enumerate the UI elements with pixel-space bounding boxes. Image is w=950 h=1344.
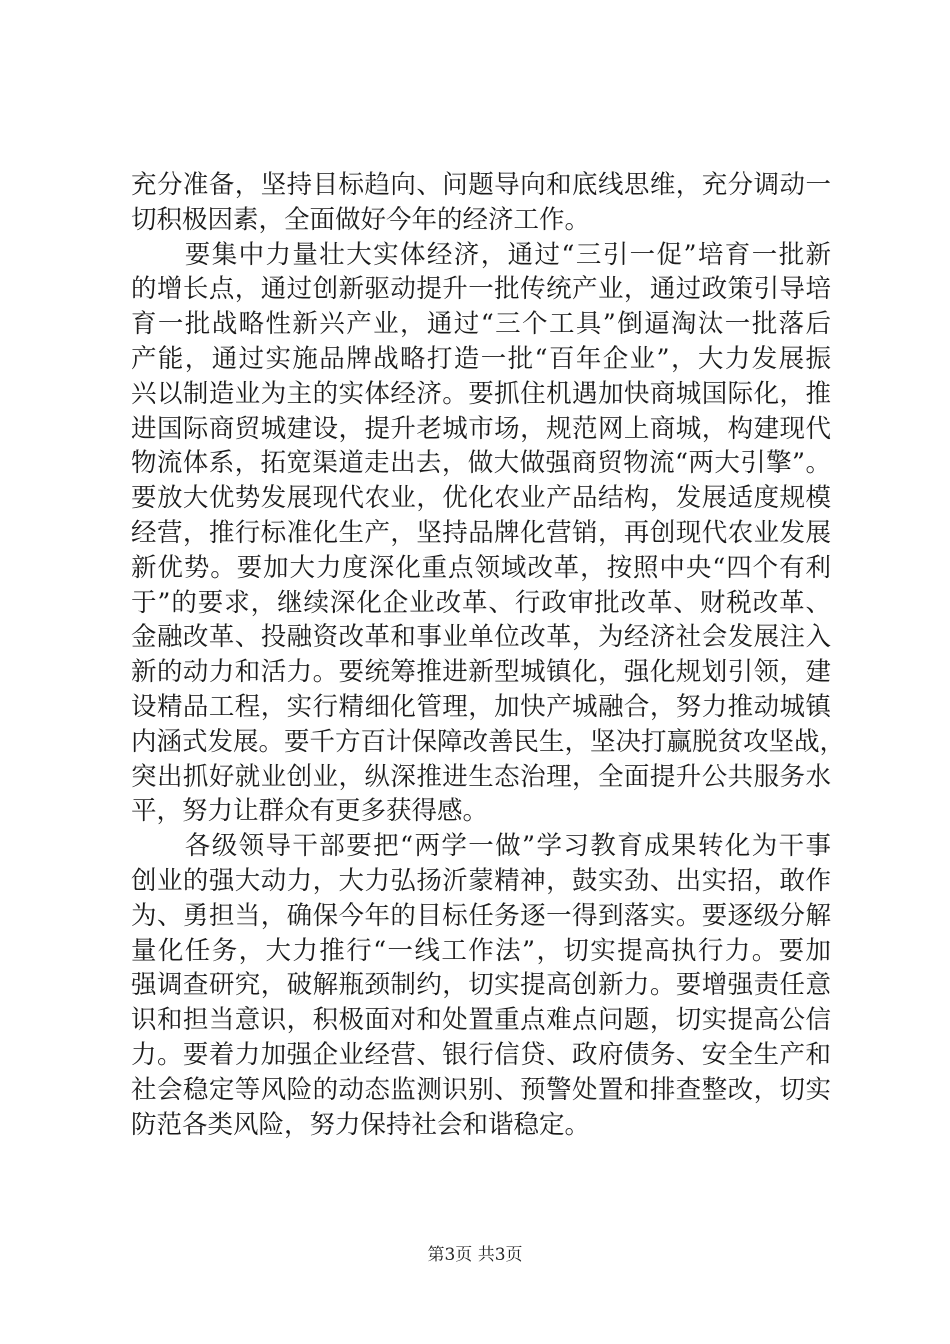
text-line: 充分准备，坚持目标趋向、问题导向和底线思维，充分调动一 bbox=[131, 170, 831, 200]
text-line: 为、勇担当，确保今年的目标任务逐一得到落实。要逐级分解 bbox=[131, 900, 831, 931]
text-line: 力。要着力加强企业经营、银行信贷、政府债务、安全生产和 bbox=[131, 1039, 831, 1070]
text-line: 平，努力让群众有更多获得感。 bbox=[131, 796, 489, 827]
text-line: 产能，通过实施品牌战略打造一批“百年企业”，大力发展振 bbox=[131, 343, 831, 374]
text-line: 进国际商贸城建设，提升老城市场，规范网上商城，构建现代 bbox=[131, 413, 831, 444]
text-line: 各级领导干部要把“两学一做”学习教育成果转化为干事 bbox=[131, 831, 831, 862]
text-line: 社会稳定等风险的动态监测识别、预警处置和排查整改，切实 bbox=[131, 1074, 831, 1105]
text-line: 金融改革、投融资改革和事业单位改革，为经济社会发展注入 bbox=[131, 622, 831, 653]
body-text bbox=[131, 168, 846, 1142]
text-line: 兴以制造业为主的实体经济。要抓住机遇加快商城国际化，推 bbox=[131, 378, 831, 409]
text-line: 经营，推行标准化生产，坚持品牌化营销，再创现代农业发展 bbox=[131, 517, 831, 548]
text-line: 新优势。要加大力度深化重点领域改革，按照中央“四个有利 bbox=[131, 552, 831, 583]
text-line: 要集中力量壮大实体经济，通过“三引一促”培育一批新 bbox=[131, 239, 831, 270]
text-line: 创业的强大动力，大力弘扬沂蒙精神，鼓实劲、出实招，敢作 bbox=[131, 865, 831, 896]
text-line: 内涵式发展。要千方百计保障改善民生，坚决打赢脱贫攻坚战， bbox=[131, 726, 846, 757]
text-line: 切积极因素，全面做好今年的经济工作。 bbox=[131, 204, 591, 235]
text-line: 新的动力和活力。要统筹推进新型城镇化，强化规划引领，建 bbox=[131, 657, 831, 688]
text-line: 强调查研究，破解瓶颈制约，切实提高创新力。要增强责任意 bbox=[131, 970, 831, 1001]
text-line: 设精品工程，实行精细化管理，加快产城融合，努力推动城镇 bbox=[131, 691, 831, 722]
text-line: 于”的要求，继续深化企业改革、行政审批改革、财税改革、 bbox=[131, 587, 831, 618]
text-line: 突出抓好就业创业，纵深推进生态治理，全面提升公共服务水 bbox=[131, 761, 831, 792]
text-line: 的增长点，通过创新驱动提升一批传统产业，通过政策引导培 bbox=[131, 274, 831, 305]
text-line: 育一批战略性新兴产业，通过“三个工具”倒逼淘汰一批落后 bbox=[131, 309, 831, 340]
text-line: 识和担当意识，积极面对和处置重点难点问题，切实提高公信 bbox=[131, 1005, 831, 1036]
text-line: 要放大优势发展现代农业，优化农业产品结构，发展适度规模 bbox=[131, 483, 831, 514]
text-line: 物流体系，拓宽渠道走出去，做大做强商贸物流“两大引擎”。 bbox=[131, 448, 831, 479]
page-footer: 第3页 共3页 bbox=[427, 1245, 523, 1265]
text-line: 量化任务，大力推行“一线工作法”，切实提高执行力。要加 bbox=[131, 935, 831, 966]
text-line: 防范各类风险，努力保持社会和谐稳定。 bbox=[131, 1109, 591, 1140]
